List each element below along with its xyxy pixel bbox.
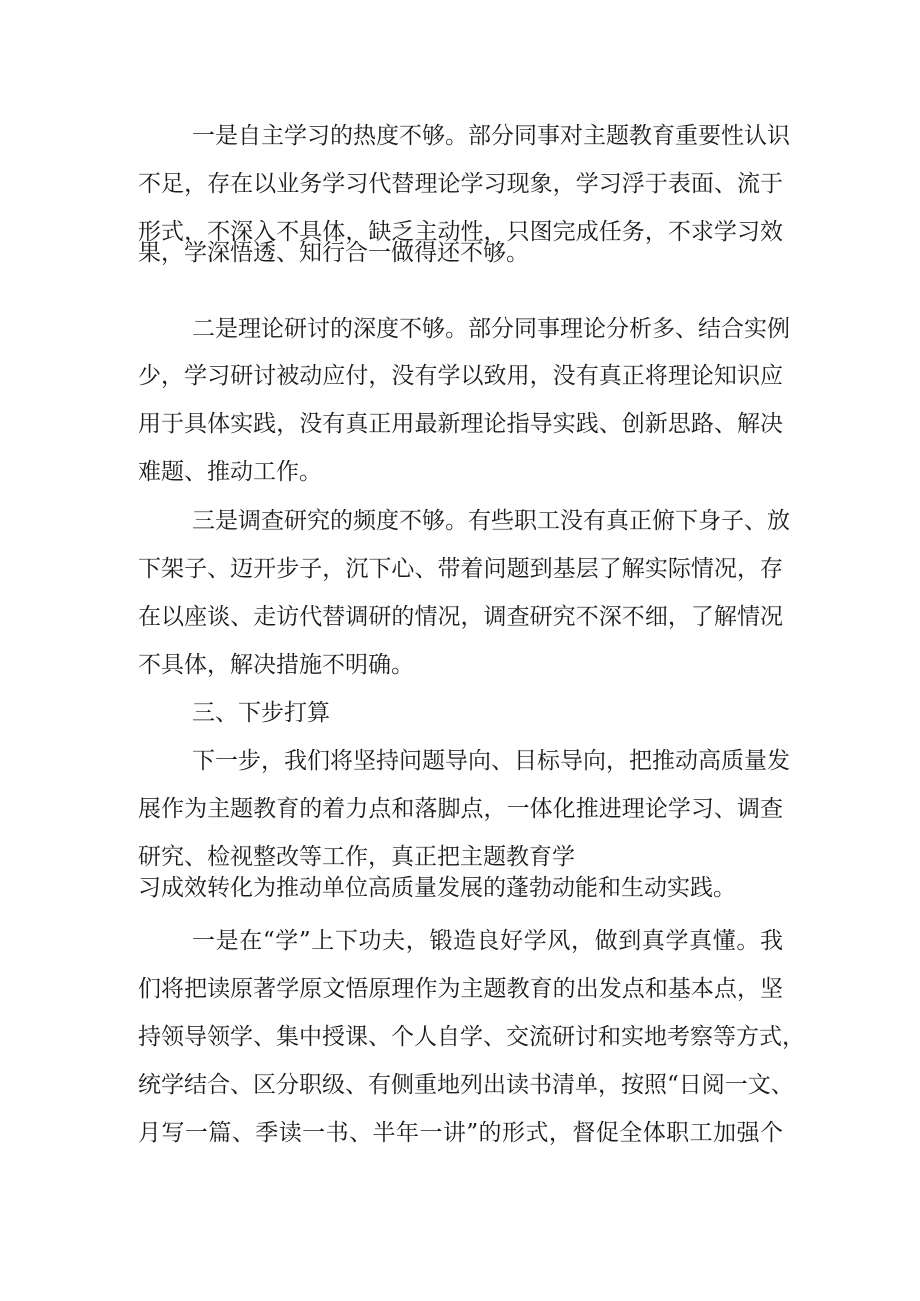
paragraph-line: 展作为主题教育的着力点和落脚点，一体化推进理论学习、调查 (138, 796, 783, 822)
paragraph-line: 持领导领学、集中授课、个人自学、交流研讨和实地考察等方式， (138, 1024, 805, 1050)
paragraph-line: 研究、检视整改等工作，真正把主题教育学 (138, 844, 575, 870)
paragraph-line: 不足，存在以业务学习代替理论学习现象，学习浮于表面、流于 (138, 171, 783, 197)
paragraph-line: 少，学习研讨被动应付，没有学以致用，没有真正将理论知识应 (138, 363, 783, 389)
paragraph-line: 月写一篇、季读一书、半年一讲”的形式，督促全体职工加强个 (138, 1120, 783, 1146)
paragraph-line: 难题、推动工作。 (138, 459, 322, 485)
paragraph-line: 们将把读原著学原文悟原理作为主题教育的出发点和基本点，坚 (138, 976, 783, 1002)
paragraph-line: 一是在“学”上下功夫，锻造良好学风，做到真学真懂。我 (192, 928, 783, 954)
paragraph-line: 果，学深悟透、知行合一做得还不够。 (138, 240, 529, 266)
paragraph-line: 一是自主学习的热度不够。部分同事对主题教育重要性认识 (192, 123, 790, 149)
paragraph-line: 不具体，解决措施不明确。 (138, 652, 414, 678)
paragraph-line: 下架子、迈开步子，沉下心、带着问题到基层了解实际情况，存 (138, 556, 783, 582)
paragraph-line: 下一步，我们将坚持问题导向、目标导向，把推动高质量发 (192, 748, 790, 774)
paragraph-line: 三是调查研究的频度不够。有些职工没有真正俯下身子、放 (192, 508, 790, 534)
section-heading: 三、下步打算 (192, 700, 330, 726)
paragraph-line: 在以座谈、走访代替调研的情况，调查研究不深不细，了解情况 (138, 604, 783, 630)
paragraph-line: 二是理论研讨的深度不够。部分同事理论分析多、结合实例 (192, 316, 790, 342)
paragraph-line: 形式，不深入不具体，缺乏主动性，只图完成任务，不求学习效 (138, 219, 783, 245)
paragraph-line: 习成效转化为推动单位高质量发展的蓬勃动能和生动实践。 (138, 875, 736, 901)
paragraph-line: 统学结合、区分职级、有侧重地列出读书清单，按照“日阅一文、 (138, 1072, 794, 1098)
paragraph-line: 用于具体实践，没有真正用最新理论指导实践、创新思路、解决 (138, 411, 783, 437)
